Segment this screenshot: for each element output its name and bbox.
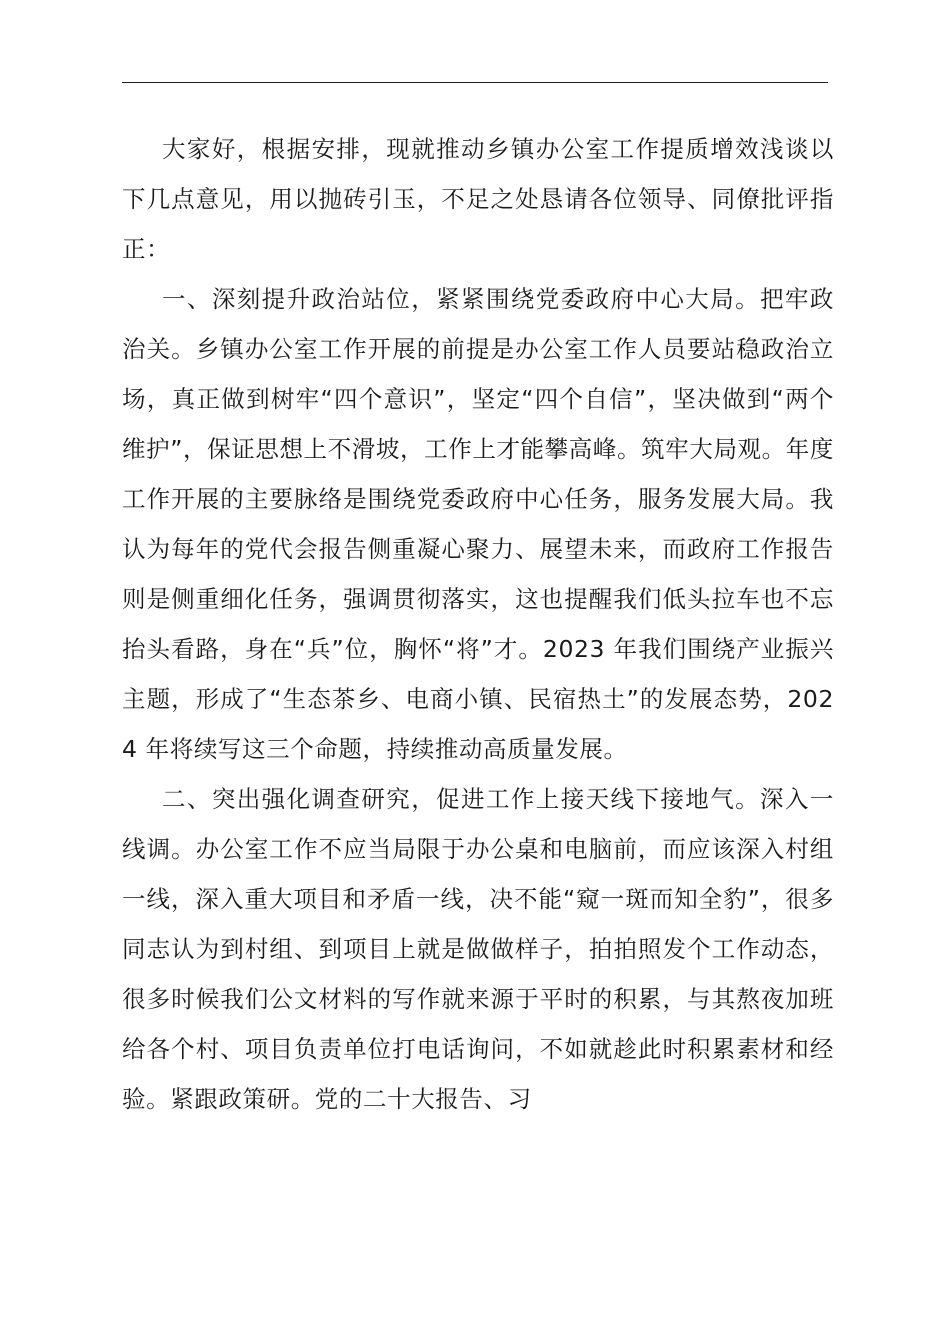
paragraph-section-two: 二、突出强化调查研究，促进工作上接天线下接地气。深入一线调。办公室工作不应当局限于办公桌和电脑前，而应该深入村组一线，深入重大项目和矛盾一线，决不能“窥一斑而知全豹”，很多同志认为到村组、到项目上就是做做样子，拍拍照发个工作动态，很多时候我们公文材料的写作就来源于平时的积累，与其熬夜加班给各个村、项目负责单位打电话询问，不如就趁此时积累素材和经验。紧跟政策研。党的二十大报告、习 <box>122 785 834 1113</box>
paragraph-section-one: 一、深刻提升政治站位，紧紧围绕党委政府中心大局。把牢政治关。乡镇办公室工作开展的前提是办公室工作人员要站稳政治立场，真正做到树牢“四个意识”，坚定“四个自信”，坚决做到“两个维护”，保证思想上不滑坡，工作上才能攀高峰。筑牢大局观。年度工作开展的主要脉络是围绕党委政府中心任务，服务发展大局。我认为每年的党代会报告侧重凝心聚力、展望未来，而政府工作报告则是侧重细化任务，强调贯彻落实，这也提醒我们低头拉车也不忘抬头看路，身在“兵”位，胸怀“将”才。2023 年我们围绕产业振兴主题，形成了“生态茶乡、电商小镇、民宿热土”的发展态势，2024 年将续写这三个命题，持续推动高质量发展。 <box>122 285 834 763</box>
header-rule <box>122 82 828 83</box>
paragraph-intro: 大家好，根据安排，现就推动乡镇办公室工作提质增效浅谈以下几点意见，用以抛砖引玉，不足之处恳请各位领导、同僚批评指正： <box>122 135 834 263</box>
document-body <box>122 124 834 1124</box>
